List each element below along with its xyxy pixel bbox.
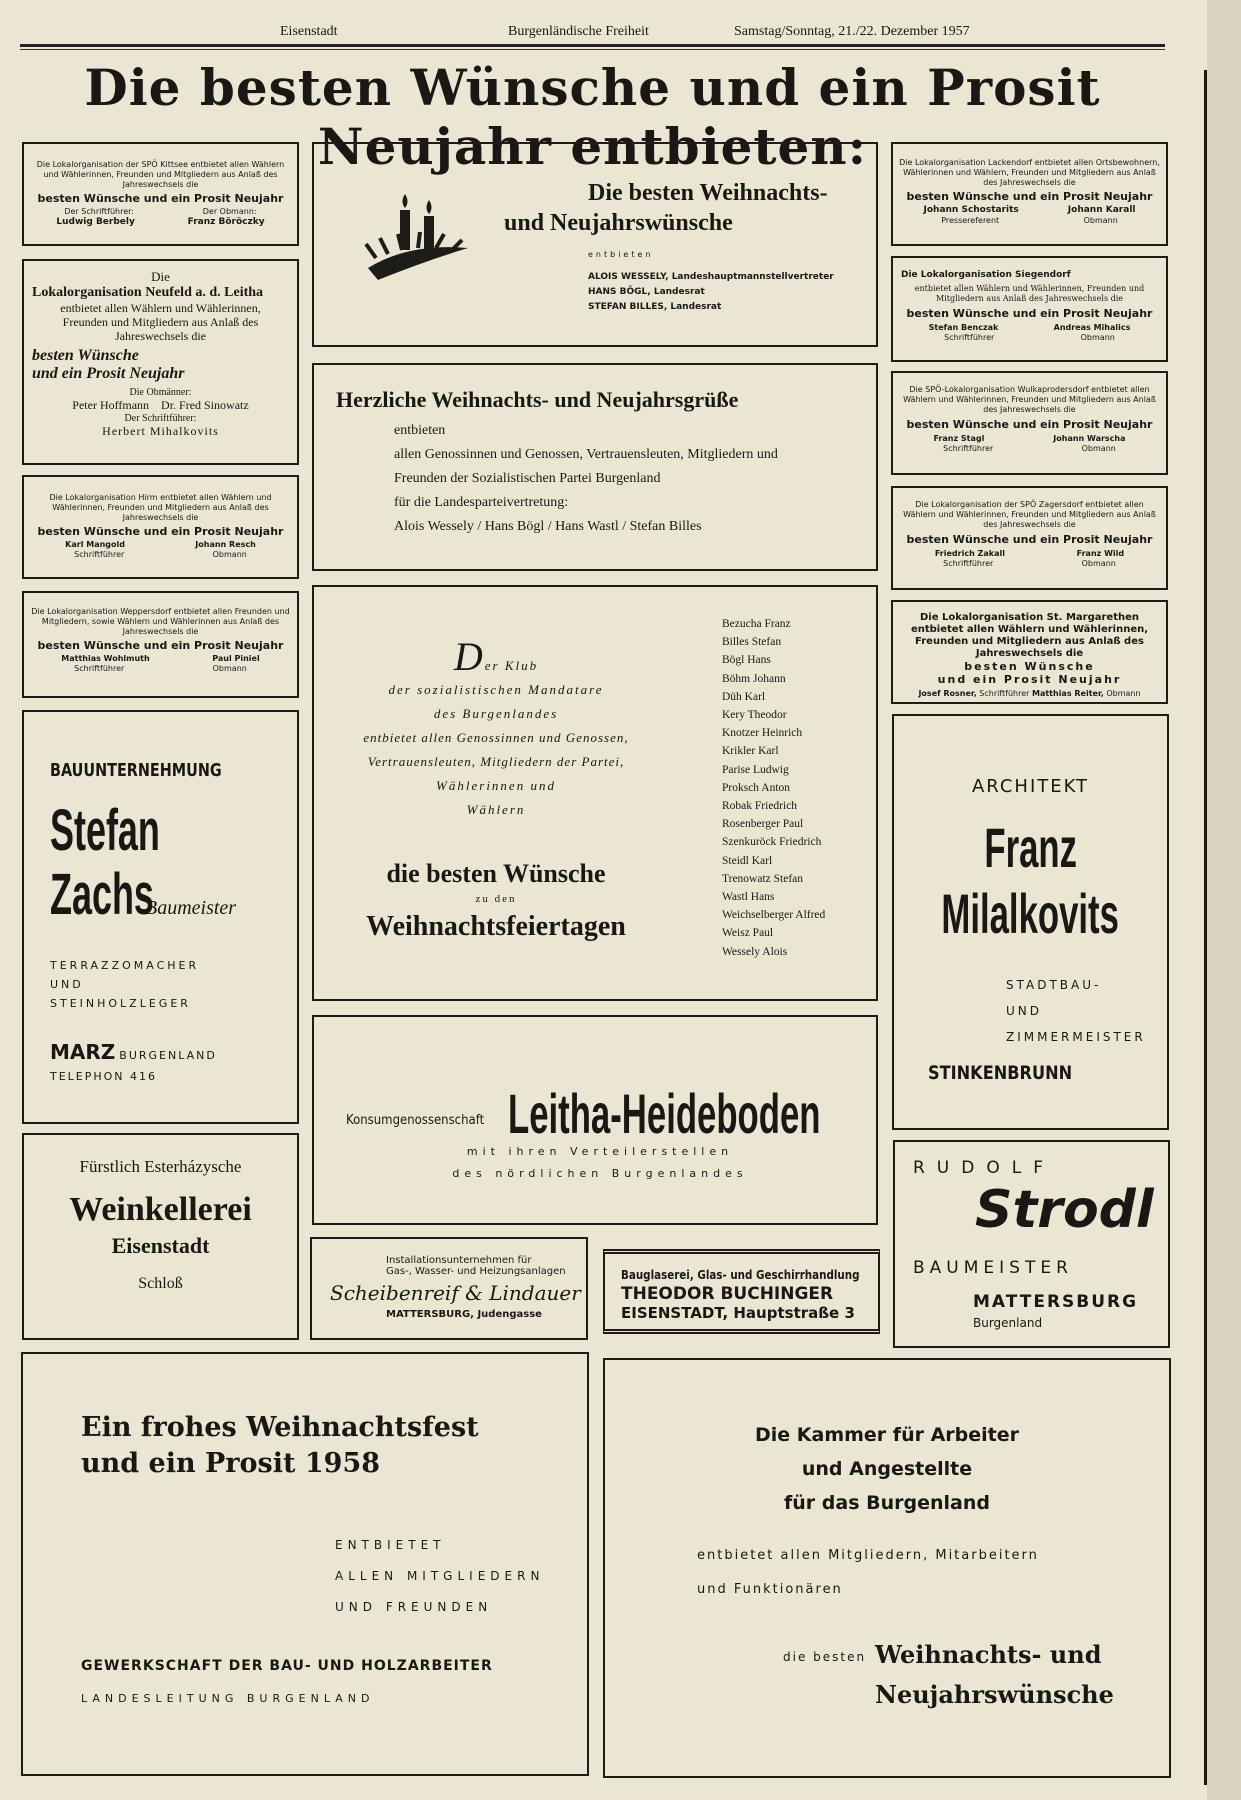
siegendorf-name1: Stefan Benczak [928, 323, 999, 332]
zachs-s1: TERRAZZOMACHER [50, 959, 200, 972]
margarethen-role2: Obmann [1106, 689, 1141, 698]
ad-klub [312, 585, 878, 1001]
neufeld-text: entbietet allen Wählern und Wählerinnen, Freunden und Mitgliedern aus Anlaß des Jahreswechsels die [60, 301, 261, 343]
buchinger-addr: EISENSTADT, Hauptstraße 3 [621, 1304, 855, 1322]
zagersdorf-role2: Obmann [1081, 559, 1116, 568]
zachs-head: BAUUNTERNEHMUNG [50, 760, 222, 781]
ad-zachs [22, 710, 299, 1124]
wessely-p1: ALOIS WESSELY, Landeshauptmannstellvertreter [588, 272, 834, 282]
wulka-text: Die SPÖ-Lokalorganisation Wulkaprodersdorf entbietet allen Wählern und Wählerinnen, Freunden und Mitgliedern aus Anlaß des Jahreswechsels die [903, 385, 1156, 414]
hirm-role2: Obmann [212, 550, 247, 559]
ad-scheibenreif [310, 1237, 588, 1340]
siegendorf-role1: Schriftführer [944, 333, 995, 342]
leitha-l1: mit ihren Verteilerstellen [466, 1145, 734, 1158]
klub-member-name: Billes Stefan [722, 636, 782, 649]
neufeld-role1: Die Obmänner: [129, 387, 192, 398]
margarethen-wish1: besten Wünsche [964, 660, 1095, 673]
wulka-wish: besten Wünsche und ein Prosit Neujahr [906, 418, 1153, 431]
klub-member-name: Krikler Karl [722, 745, 779, 758]
klub-w3: Weihnachtsfeiertagen [366, 911, 626, 942]
klub-member-name: Böhm Johann [722, 672, 786, 685]
kammer-t1: Die Kammer für Arbeiter [755, 1424, 1019, 1446]
lackendorf-text: Die Lokalorganisation Lackendorf entbietet allen Ortsbewohnern, Wählerinnen und Wählern, Freunden und Mitgliedern aus Anlaß des Jahreswechsels die [899, 158, 1160, 187]
zachs-s2: UND [50, 978, 84, 991]
header-place: Eisenstadt [280, 24, 338, 39]
wulka-role2: Obmann [1081, 444, 1116, 453]
scheibenreif-l2: Gas-, Wasser- und Heizungsanlagen [386, 1266, 566, 1277]
klub-member-name: Rosenberger Paul [722, 818, 804, 831]
zagersdorf-text: Die Lokalorganisation der SPÖ Zagersdorf entbietet allen Wählern und Wählerinnen, Freunden und Mitgliedern aus Anlaß des Jahreswechsels die [903, 500, 1156, 529]
kammer-l3: die besten [783, 1650, 867, 1664]
weppersdorf-name2: Paul Piniel [212, 654, 260, 663]
milalkovits-town: STINKENBRUNN [928, 1062, 1073, 1084]
zachs-town: MARZ [50, 1040, 116, 1064]
strodl-region: Burgenland [973, 1316, 1043, 1330]
milalkovits-s3: ZIMMERMEISTER [1006, 1030, 1146, 1044]
wulka-name1: Franz Stagl [933, 434, 985, 443]
weppersdorf-name1: Matthias Wohlmuth [61, 654, 150, 663]
margarethen-role1: Schriftführer [979, 689, 1030, 698]
gewerkschaft-org: GEWERKSCHAFT DER BAU- UND HOLZARBEITER [81, 1658, 493, 1674]
gruesse-title: Herzliche Weihnachts- und Neujahrsgrüße [336, 387, 739, 412]
wessely-p3: STEFAN BILLES, Landesrat [588, 302, 722, 312]
wessely-title2: und Neujahrswünsche [504, 210, 733, 236]
buchinger-name: THEODOR BUCHINGER [621, 1284, 834, 1304]
strodl-role: BAUMEISTER [913, 1258, 1073, 1278]
neufeld-org: Lokalorganisation Neufeld a. d. Leitha [32, 285, 264, 300]
siegendorf-title: Die Lokalorganisation Siegendorf [901, 270, 1071, 280]
hirm-role1: Schriftführer [74, 550, 125, 559]
zachs-n1: Stefan [50, 798, 160, 863]
klub-l3: des Burgenlandes [433, 706, 559, 721]
klub-l6: Wählerinnen und [436, 778, 556, 793]
neufeld-wish2: und ein Prosit Neujahr [32, 365, 185, 382]
hirm-wish: besten Wünsche und ein Prosit Neujahr [37, 525, 284, 538]
klub-member-name: Parise Ludwig [722, 763, 789, 776]
margarethen-name1: Josef Rosner, [918, 689, 977, 698]
leitha-l2: des nördlichen Burgenlandes [452, 1167, 748, 1180]
wessely-title1: Die besten Weihnachts- [588, 180, 828, 206]
milalkovits-n2: Milalkovits [941, 882, 1120, 945]
ad-margarethen [891, 600, 1168, 704]
neufeld-role2: Der Schriftführer: [124, 413, 197, 424]
neufeld-pre: Die [151, 269, 170, 284]
gewerkschaft-l2: ALLEN MITGLIEDERN [335, 1569, 545, 1583]
milalkovits-s1: STADTBAU- [1006, 978, 1102, 992]
ad-kittsee [22, 142, 299, 246]
gruesse-l3: Freunden der Sozialistischen Partei Burgenland [394, 471, 661, 486]
kammer-l2: und Funktionären [697, 1582, 843, 1597]
klub-member-name: Proksch Anton [722, 781, 791, 794]
siegendorf-name2: Andreas Mihalics [1053, 323, 1131, 332]
klub-member-name: Wessely Alois [722, 945, 788, 958]
wulka-name2: Johann Warscha [1053, 434, 1126, 443]
klub-member-name: Weichselberger Alfred [722, 909, 826, 922]
ad-milalkovits [892, 714, 1169, 1130]
klub-member-name: Weisz Paul [722, 927, 774, 940]
klub-member-name: Düh Karl [722, 690, 766, 703]
zachs-region: BURGENLAND [119, 1049, 217, 1062]
neufeld-names1: Peter Hoffmann Dr. Fred Sinowatz [72, 398, 249, 412]
gruesse-l1: entbieten [394, 423, 446, 438]
lackendorf-wish: besten Wünsche und ein Prosit Neujahr [906, 190, 1153, 203]
gewerkschaft-l3: UND FREUNDEN [335, 1600, 493, 1614]
klub-l2: der sozialistischen Mandatare [388, 682, 604, 697]
klub-l5: Vertrauensleuten, Mitgliedern der Partei, [367, 754, 625, 769]
page-edge [1207, 0, 1241, 1800]
gewerkschaft-t2: und ein Prosit 1958 [81, 1448, 381, 1479]
ad-gewerkschaft [21, 1352, 589, 1776]
kittsee-role1: Der Schriftführer: [64, 207, 134, 216]
kittsee-wish: besten Wünsche und ein Prosit Neujahr [37, 192, 284, 205]
column-rule [1204, 70, 1207, 1785]
scheibenreif-l1: Installationsunternehmen für [386, 1255, 532, 1266]
klub-name-list [722, 615, 825, 961]
hirm-name1: Karl Mangold [65, 540, 125, 549]
siegendorf-wish: besten Wünsche und ein Prosit Neujahr [906, 307, 1153, 320]
gewerkschaft-l1: ENTBIETET [335, 1538, 446, 1552]
kittsee-name1: Ludwig Berbely [56, 217, 135, 227]
hirm-name2: Johann Resch [195, 540, 256, 549]
ad-kammer [603, 1358, 1171, 1778]
klub-member-name: Wastl Hans [722, 891, 775, 904]
klub-member-name: Bögl Hans [722, 654, 771, 667]
klub-w2: zu den [475, 893, 517, 905]
esterhazy-l4: Schloß [138, 1275, 183, 1292]
klub-member-name: Trenowatz Stefan [722, 872, 804, 885]
header-paper: Burgenländische Freiheit [508, 24, 649, 39]
zachs-signature: Baumeister [145, 897, 237, 919]
kammer-t3: für das Burgenland [784, 1492, 990, 1514]
zagersdorf-name1: Friedrich Zakall [934, 549, 1005, 558]
lackendorf-name2: Johann Karall [1067, 205, 1136, 215]
ad-lackendorf [891, 142, 1168, 246]
kittsee-name2: Franz Böröczky [187, 217, 265, 227]
zachs-n2: Zachs [50, 862, 154, 927]
ad-buchinger [603, 1249, 880, 1334]
weppersdorf-role2: Obmann [212, 664, 247, 673]
scheibenreif-town: MATTERSBURG, Judengasse [386, 1309, 542, 1320]
ad-zagersdorf [891, 486, 1168, 590]
gruesse-l5: Alois Wessely / Hans Bögl / Hans Wastl / Stefan Billes [394, 519, 702, 534]
neufeld-wish1: besten Wünsche [32, 347, 139, 364]
margarethen-name2: Matthias Reiter, [1031, 689, 1104, 698]
klub-member-name: Steidl Karl [722, 854, 773, 867]
kittsee-role2: Der Obmann: [202, 207, 257, 216]
kammer-t2: und Angestellte [801, 1458, 973, 1480]
gruesse-l2: allen Genossinnen und Genossen, Vertrauensleuten, Mitgliedern und [394, 447, 778, 462]
wessely-entbieten: entbieten [588, 250, 654, 259]
margarethen-wish2: und ein Prosit Neujahr [937, 673, 1122, 686]
ad-weppersdorf [22, 591, 299, 698]
strodl-name: Strodl [975, 1180, 1154, 1240]
strodl-first: RUDOLF [913, 1158, 1055, 1178]
klub-member-name: Szenkuröck Friedrich [722, 836, 822, 849]
kittsee-text: Die Lokalorganisation der SPÖ Kittsee entbietet allen Wählern und Wählerinnen, Freunden und Mitgliedern aus Anlaß des Jahreswechsels die [36, 160, 285, 189]
klub-l4: entbietet allen Genossinnen und Genossen, [363, 730, 629, 745]
zagersdorf-name2: Franz Wild [1076, 549, 1125, 558]
klub-member-name: Knotzer Heinrich [722, 727, 803, 740]
leitha-name: Leitha-Heideboden [508, 1082, 821, 1145]
gruesse-l4: für die Landesparteivertretung: [394, 495, 569, 510]
kammer-w1: Weihnachts- und [875, 1640, 1102, 1669]
ad-neufeld [22, 259, 299, 465]
neufeld-name2: Herbert Mihalkovits [102, 424, 219, 438]
kammer-l1: entbietet allen Mitgliedern, Mitarbeitern [697, 1548, 1039, 1563]
klub-l7: Wählern [466, 802, 526, 817]
ad-siegendorf [891, 256, 1168, 362]
weppersdorf-wish: besten Wünsche und ein Prosit Neujahr [37, 639, 284, 652]
gewerkschaft-t1: Ein frohes Weihnachtsfest [81, 1412, 479, 1443]
zachs-s3: STEINHOLZLEGER [50, 997, 191, 1010]
scheibenreif-name: Scheibenreif & Lindauer [330, 1281, 581, 1305]
milalkovits-s2: UND [1006, 1004, 1042, 1018]
candle-branch-icon [358, 188, 476, 288]
kammer-w2: Neujahrswünsche [875, 1680, 1114, 1709]
wulka-role1: Schriftführer [943, 444, 994, 453]
leitha-pre: Konsumgenossenschaft [346, 1113, 485, 1128]
weppersdorf-role1: Schriftführer [74, 664, 125, 673]
ad-wessely [312, 142, 878, 347]
klub-member-name: Bezucha Franz [722, 618, 791, 630]
hirm-text: Die Lokalorganisation Hirm entbietet allen Wählern und Wählerinnen, Freunden und Mitgliedern aus Anlaß des Jahreswechsels die [49, 493, 272, 522]
strodl-town: MATTERSBURG [973, 1292, 1139, 1312]
page-header [20, 22, 1165, 44]
zachs-tel: TELEPHON 416 [50, 1070, 158, 1083]
buchinger-l1: Bauglaserei, Glas- und Geschirrhandlung [621, 1268, 860, 1282]
klub-w1: die besten Wünsche [386, 859, 606, 888]
ad-esterhazy [22, 1133, 299, 1340]
ad-strodl [893, 1140, 1170, 1348]
klub-member-name: Robak Friedrich [722, 800, 798, 813]
esterhazy-l3: Eisenstadt [111, 1233, 210, 1258]
esterhazy-l1: Fürstlich Esterházysche [79, 1157, 242, 1176]
siegendorf-role2: Obmann [1080, 333, 1115, 342]
ad-gruesse [312, 363, 878, 571]
lackendorf-role1: Pressereferent [941, 216, 1000, 225]
header-rule-thin [20, 49, 1165, 50]
wessely-p2: HANS BÖGL, Landesrat [588, 287, 705, 297]
zagersdorf-role1: Schriftführer [943, 559, 994, 568]
header-date: Samstag/Sonntag, 21./22. Dezember 1957 [734, 24, 970, 39]
ad-wulkaprodersdorf [891, 371, 1168, 475]
esterhazy-l2: Weinkellerei [69, 1191, 252, 1228]
margarethen-text: Die Lokalorganisation St. Margarethen entbietet allen Wählern und Wählerinnen, Freunden und Mitgliedern aus Anlaß des Jahreswechsels die [910, 612, 1149, 659]
page-banner: Die besten Wünsche und ein Prosit Neujahr entbieten: [84, 58, 1101, 176]
milalkovits-n1: Franz [984, 816, 1077, 879]
gewerkschaft-sub: LANDESLEITUNG BURGENLAND [81, 1692, 375, 1705]
header-rule [20, 44, 1165, 47]
klub-l1: er Klub [484, 658, 539, 673]
siegendorf-text: entbietet allen Wählern und Wählerinnen, Freunden und Mitgliedern aus Anlaß des Jahreswechsels die [914, 284, 1145, 303]
lackendorf-name1: Johann Schostarits [923, 205, 1019, 215]
ad-leitha [312, 1015, 878, 1225]
milalkovits-head: ARCHITEKT [971, 776, 1090, 797]
lackendorf-role2: Obmann [1083, 216, 1118, 225]
ad-hirm [22, 475, 299, 579]
klub-member-name: Kery Theodor [722, 709, 787, 722]
klub-initial: D [453, 634, 485, 679]
weppersdorf-text: Die Lokalorganisation Weppersdorf entbietet allen Freunden und Mitgliedern, sowie Wählern und Wählerinnen aus Anlaß des Jahreswechsels die [31, 607, 290, 636]
zagersdorf-wish: besten Wünsche und ein Prosit Neujahr [906, 533, 1153, 546]
